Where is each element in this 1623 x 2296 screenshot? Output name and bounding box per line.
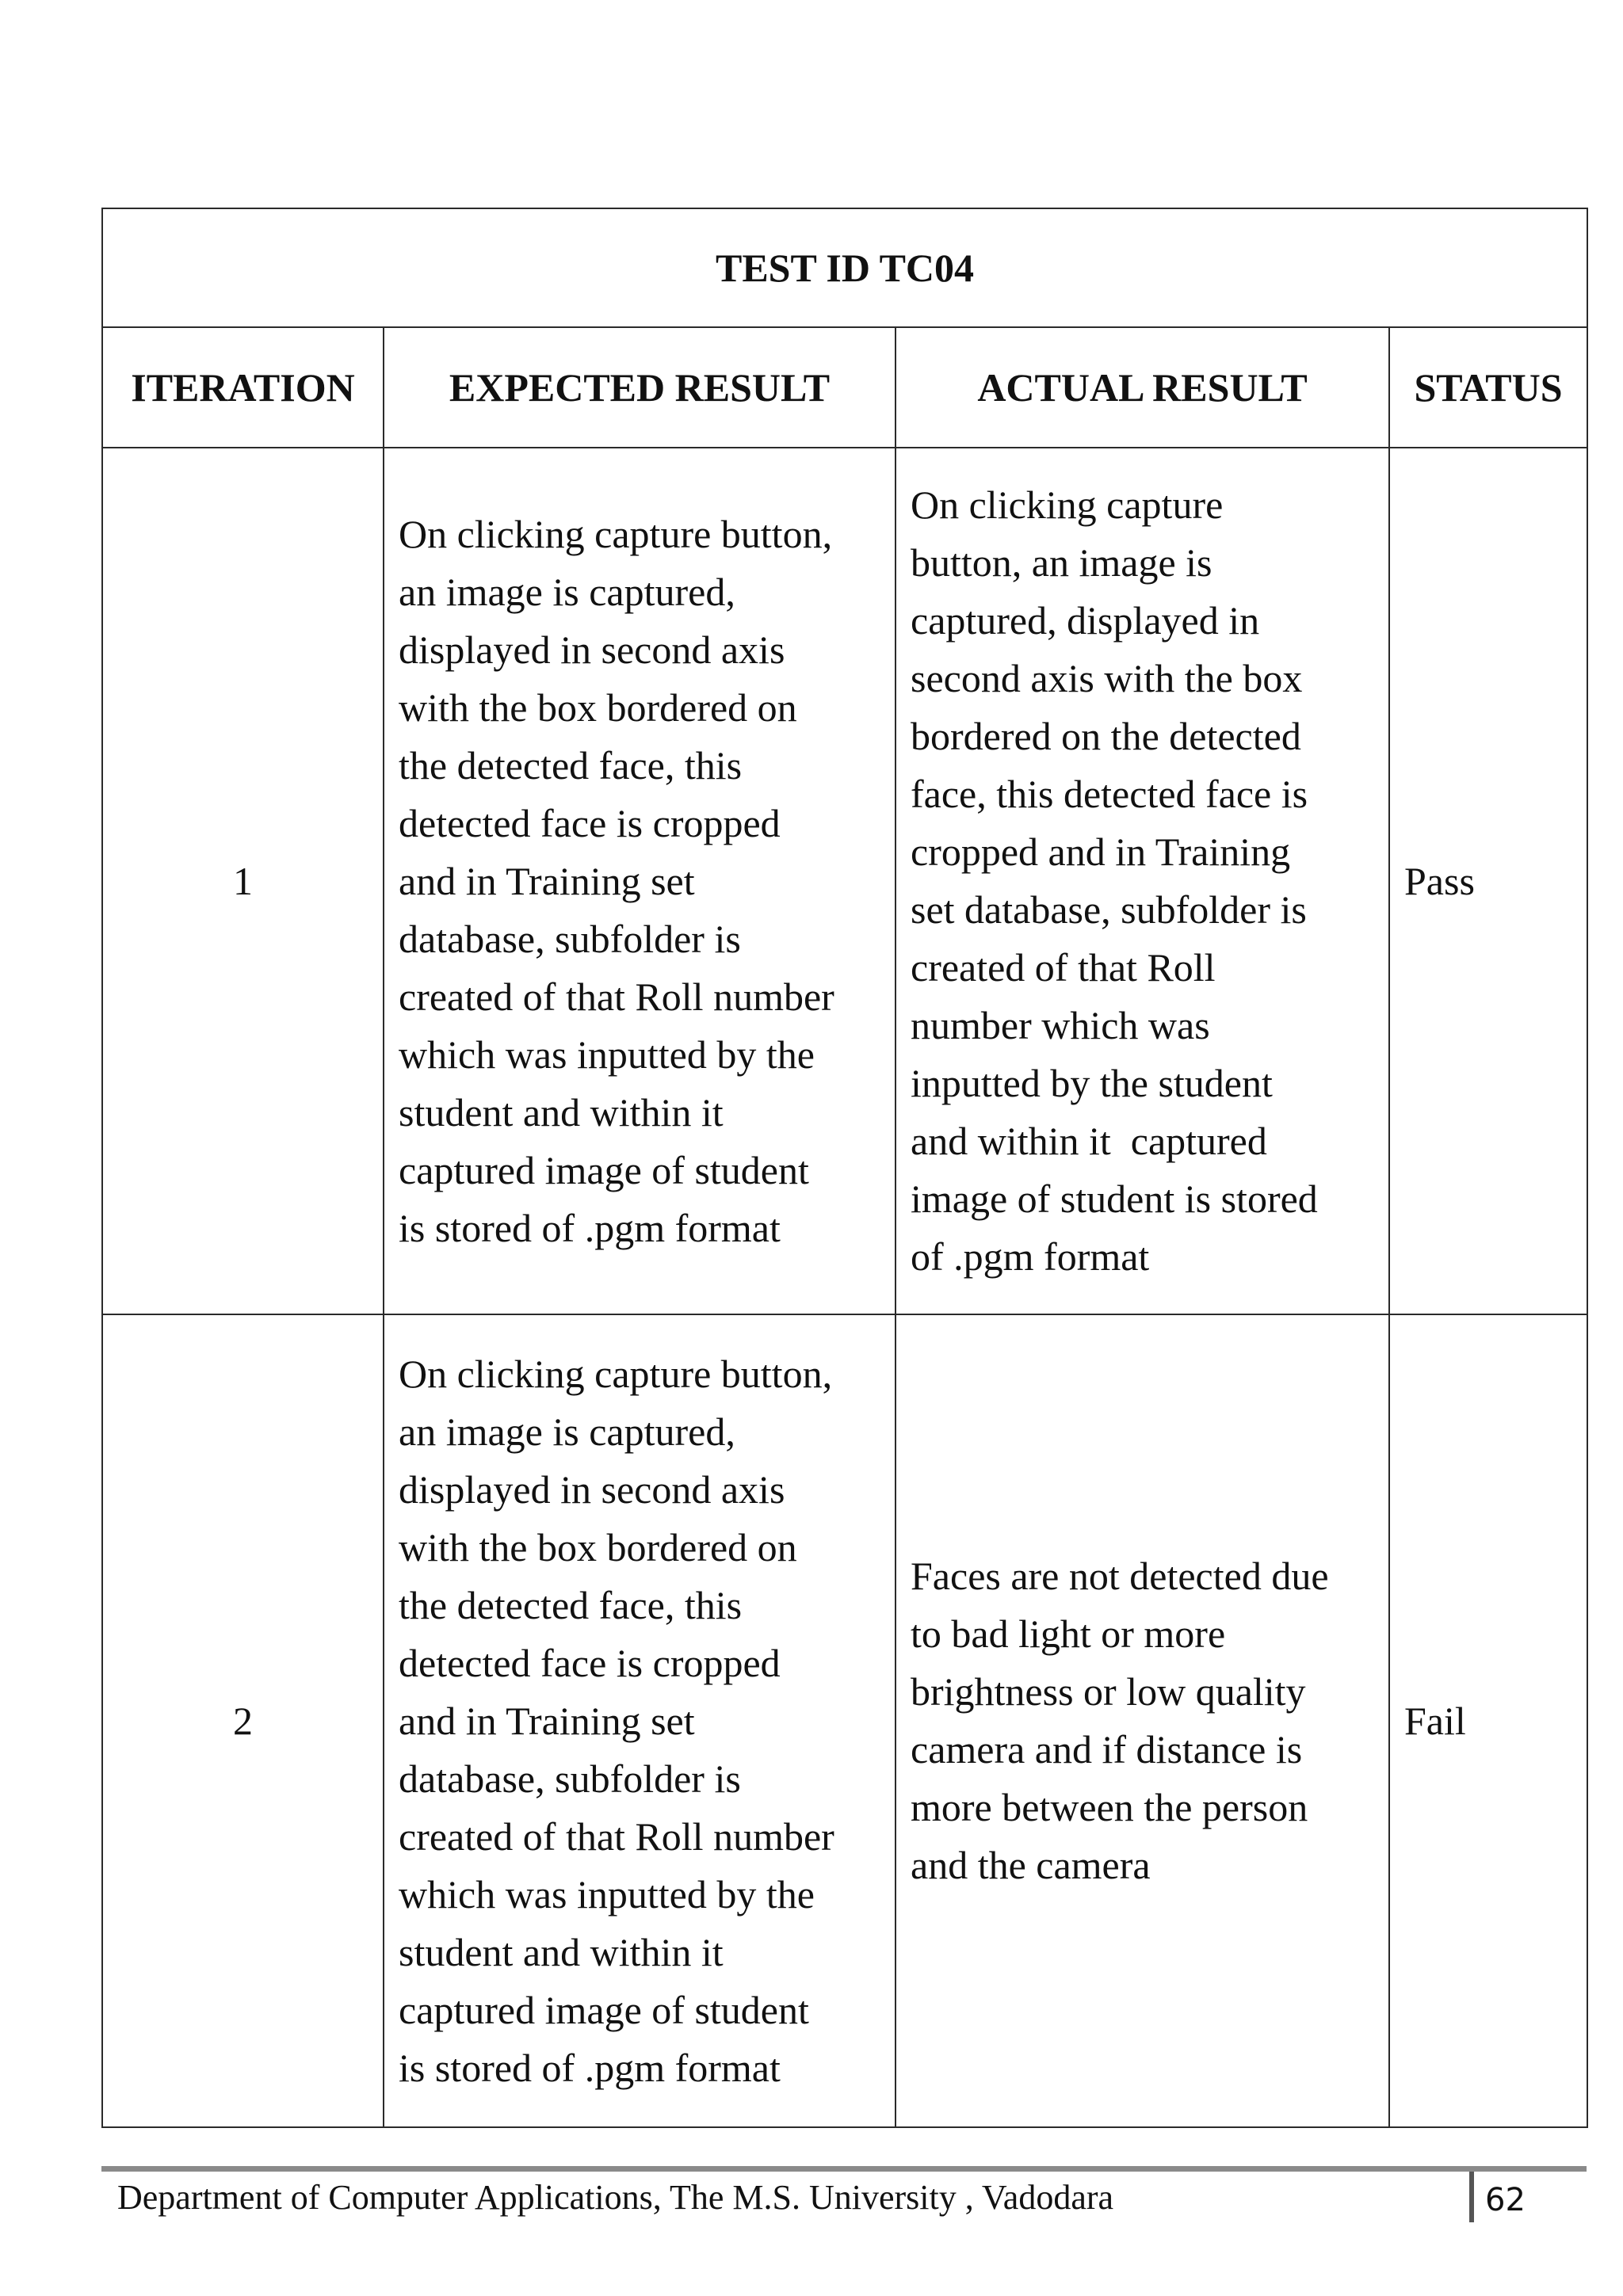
- header-iteration: ITERATION: [102, 327, 384, 448]
- test-case-table: [101, 208, 1588, 2128]
- text-line: On clicking capture: [911, 482, 1224, 527]
- text-line: captured image of student: [399, 1987, 809, 2032]
- text-line: with the box bordered on: [399, 1524, 797, 1569]
- status-cell: Pass: [1389, 448, 1587, 1314]
- text-line: brightness or low quality: [911, 1669, 1306, 1714]
- table-title: TEST ID TC04: [102, 208, 1587, 327]
- text-line: On clicking capture button,: [399, 511, 833, 556]
- text-line: captured, displayed in: [911, 598, 1260, 643]
- text-line: bordered on the detected: [911, 714, 1301, 758]
- text-line: button, an image is: [911, 540, 1212, 585]
- text-line: the detected face, this: [399, 742, 743, 788]
- text-line: student and within it: [399, 1929, 724, 1974]
- text-line: database, subfolder is: [399, 1756, 741, 1801]
- text-line: created of that Roll number: [399, 974, 834, 1019]
- page-number: 62: [1485, 2182, 1526, 2218]
- text-line: with the box bordered on: [399, 685, 797, 730]
- iteration-cell: 1: [102, 448, 384, 1314]
- text-line: student and within it: [399, 1089, 724, 1135]
- table-row: [102, 448, 1587, 1314]
- text-line: of .pgm format: [911, 1234, 1150, 1279]
- text-line: face, this detected face is: [911, 772, 1308, 816]
- text-line: inputted by the student: [911, 1061, 1273, 1105]
- text-line: more between the person: [911, 1785, 1308, 1829]
- text-line: captured image of student: [399, 1147, 809, 1192]
- text-line: and in Training set: [399, 858, 695, 903]
- text-line: and within it captured: [911, 1119, 1267, 1163]
- text-line: and in Training set: [399, 1698, 695, 1743]
- status-cell: Fail: [1389, 1314, 1587, 2127]
- text-line: which was inputted by the: [399, 1032, 815, 1077]
- text-line: set database, subfolder is: [911, 887, 1307, 932]
- text-line: Faces are not detected due: [911, 1554, 1329, 1598]
- footer-department: Department of Computer Applications, The M.S. University , Vadodara: [117, 2178, 1114, 2217]
- text-line: detected face is cropped: [399, 1640, 781, 1685]
- text-line: is stored of .pgm format: [399, 2045, 781, 2090]
- page-number-divider: [1469, 2172, 1474, 2222]
- actual-result-cell: [896, 1314, 1389, 2127]
- text-line: second axis with the box: [911, 656, 1303, 700]
- table-row: [102, 1314, 1587, 2127]
- footer-rule: [101, 2166, 1587, 2172]
- expected-result-cell: [384, 1314, 896, 2127]
- actual-result-cell: [896, 448, 1389, 1314]
- text-line: and the camera: [911, 1843, 1151, 1887]
- text-line: cropped and in Training: [911, 830, 1291, 874]
- table-title-row: [102, 208, 1587, 327]
- text-line: the detected face, this: [399, 1582, 743, 1627]
- text-line: database, subfolder is: [399, 916, 741, 961]
- table-header-row: [102, 327, 1587, 448]
- text-line: number which was: [911, 1003, 1210, 1047]
- text-line: created of that Roll: [911, 945, 1216, 990]
- text-line: is stored of .pgm format: [399, 1205, 781, 1250]
- text-line: displayed in second axis: [399, 1466, 785, 1512]
- text-line: camera and if distance is: [911, 1727, 1303, 1772]
- header-actual-result: ACTUAL RESULT: [896, 327, 1389, 448]
- text-line: an image is captured,: [399, 1409, 735, 1454]
- expected-result-text: [399, 1345, 885, 2097]
- actual-result-text: [911, 476, 1379, 1286]
- actual-result-text: [911, 1547, 1379, 1894]
- header-status: STATUS: [1389, 327, 1587, 448]
- text-line: to bad light or more: [911, 1611, 1226, 1656]
- header-expected-result: EXPECTED RESULT: [384, 327, 896, 448]
- text-line: which was inputted by the: [399, 1871, 815, 1917]
- text-line: an image is captured,: [399, 569, 735, 614]
- text-line: created of that Roll number: [399, 1814, 834, 1859]
- text-line: On clicking capture button,: [399, 1351, 833, 1396]
- text-line: detected face is cropped: [399, 800, 781, 845]
- text-line: image of student is stored: [911, 1177, 1318, 1221]
- iteration-cell: 2: [102, 1314, 384, 2127]
- expected-result-text: [399, 505, 885, 1257]
- expected-result-cell: [384, 448, 896, 1314]
- text-line: displayed in second axis: [399, 627, 785, 672]
